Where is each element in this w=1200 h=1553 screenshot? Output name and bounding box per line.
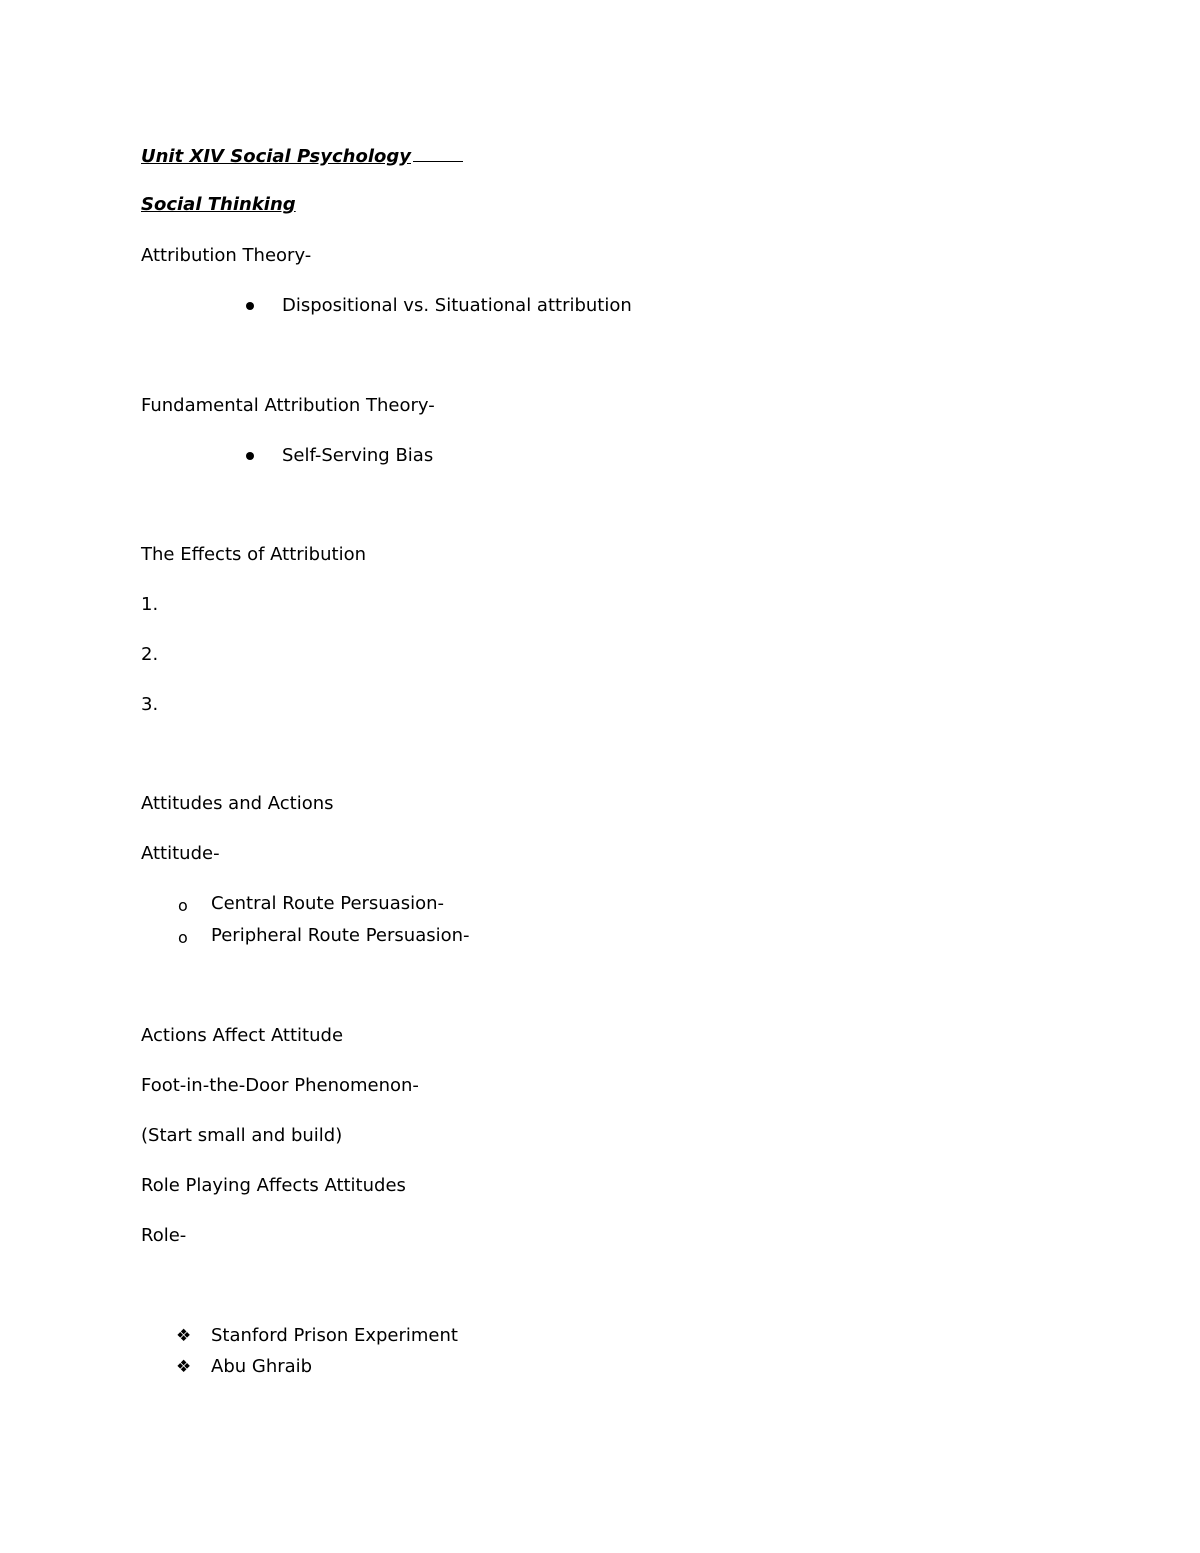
bullet-item-self-serving-bias: Self-Serving Bias (282, 445, 434, 466)
heading-effects-of-attribution: The Effects of Attribution (141, 544, 366, 565)
numbered-item-1: 1. (141, 594, 159, 615)
note-start-small: (Start small and build) (141, 1125, 343, 1146)
bullet-item-stanford-prison: Stanford Prison Experiment (211, 1325, 458, 1346)
heading-attitudes-and-actions: Attitudes and Actions (141, 793, 334, 814)
bullet-o-icon: o (178, 928, 188, 947)
bullet-item-dispositional: Dispositional vs. Situational attribution (282, 295, 632, 316)
bullet-disc-icon (246, 302, 254, 310)
bullet-disc-icon (246, 452, 254, 460)
bullet-diamond-icon: ❖ (176, 1357, 192, 1377)
heading-attribution-theory: Attribution Theory- (141, 245, 312, 266)
numbered-item-3: 3. (141, 694, 159, 715)
title-underline-trail (413, 143, 463, 162)
heading-fundamental-attribution: Fundamental Attribution Theory- (141, 395, 435, 416)
heading-attitude: Attitude- (141, 843, 220, 864)
heading-role: Role- (141, 1225, 187, 1246)
bullet-item-abu-ghraib: Abu Ghraib (211, 1356, 313, 1377)
numbered-item-2: 2. (141, 644, 159, 665)
heading-foot-in-the-door: Foot-in-the-Door Phenomenon- (141, 1075, 419, 1096)
bullet-item-peripheral-route: Peripheral Route Persuasion- (211, 925, 470, 946)
document-title: Unit XIV Social Psychology (141, 143, 463, 169)
bullet-item-central-route: Central Route Persuasion- (211, 893, 445, 914)
heading-role-playing: Role Playing Affects Attitudes (141, 1175, 406, 1196)
section-heading-social-thinking: Social Thinking (141, 194, 296, 215)
bullet-diamond-icon: ❖ (176, 1326, 192, 1346)
bullet-o-icon: o (178, 896, 188, 915)
heading-actions-affect-attitude: Actions Affect Attitude (141, 1025, 344, 1046)
